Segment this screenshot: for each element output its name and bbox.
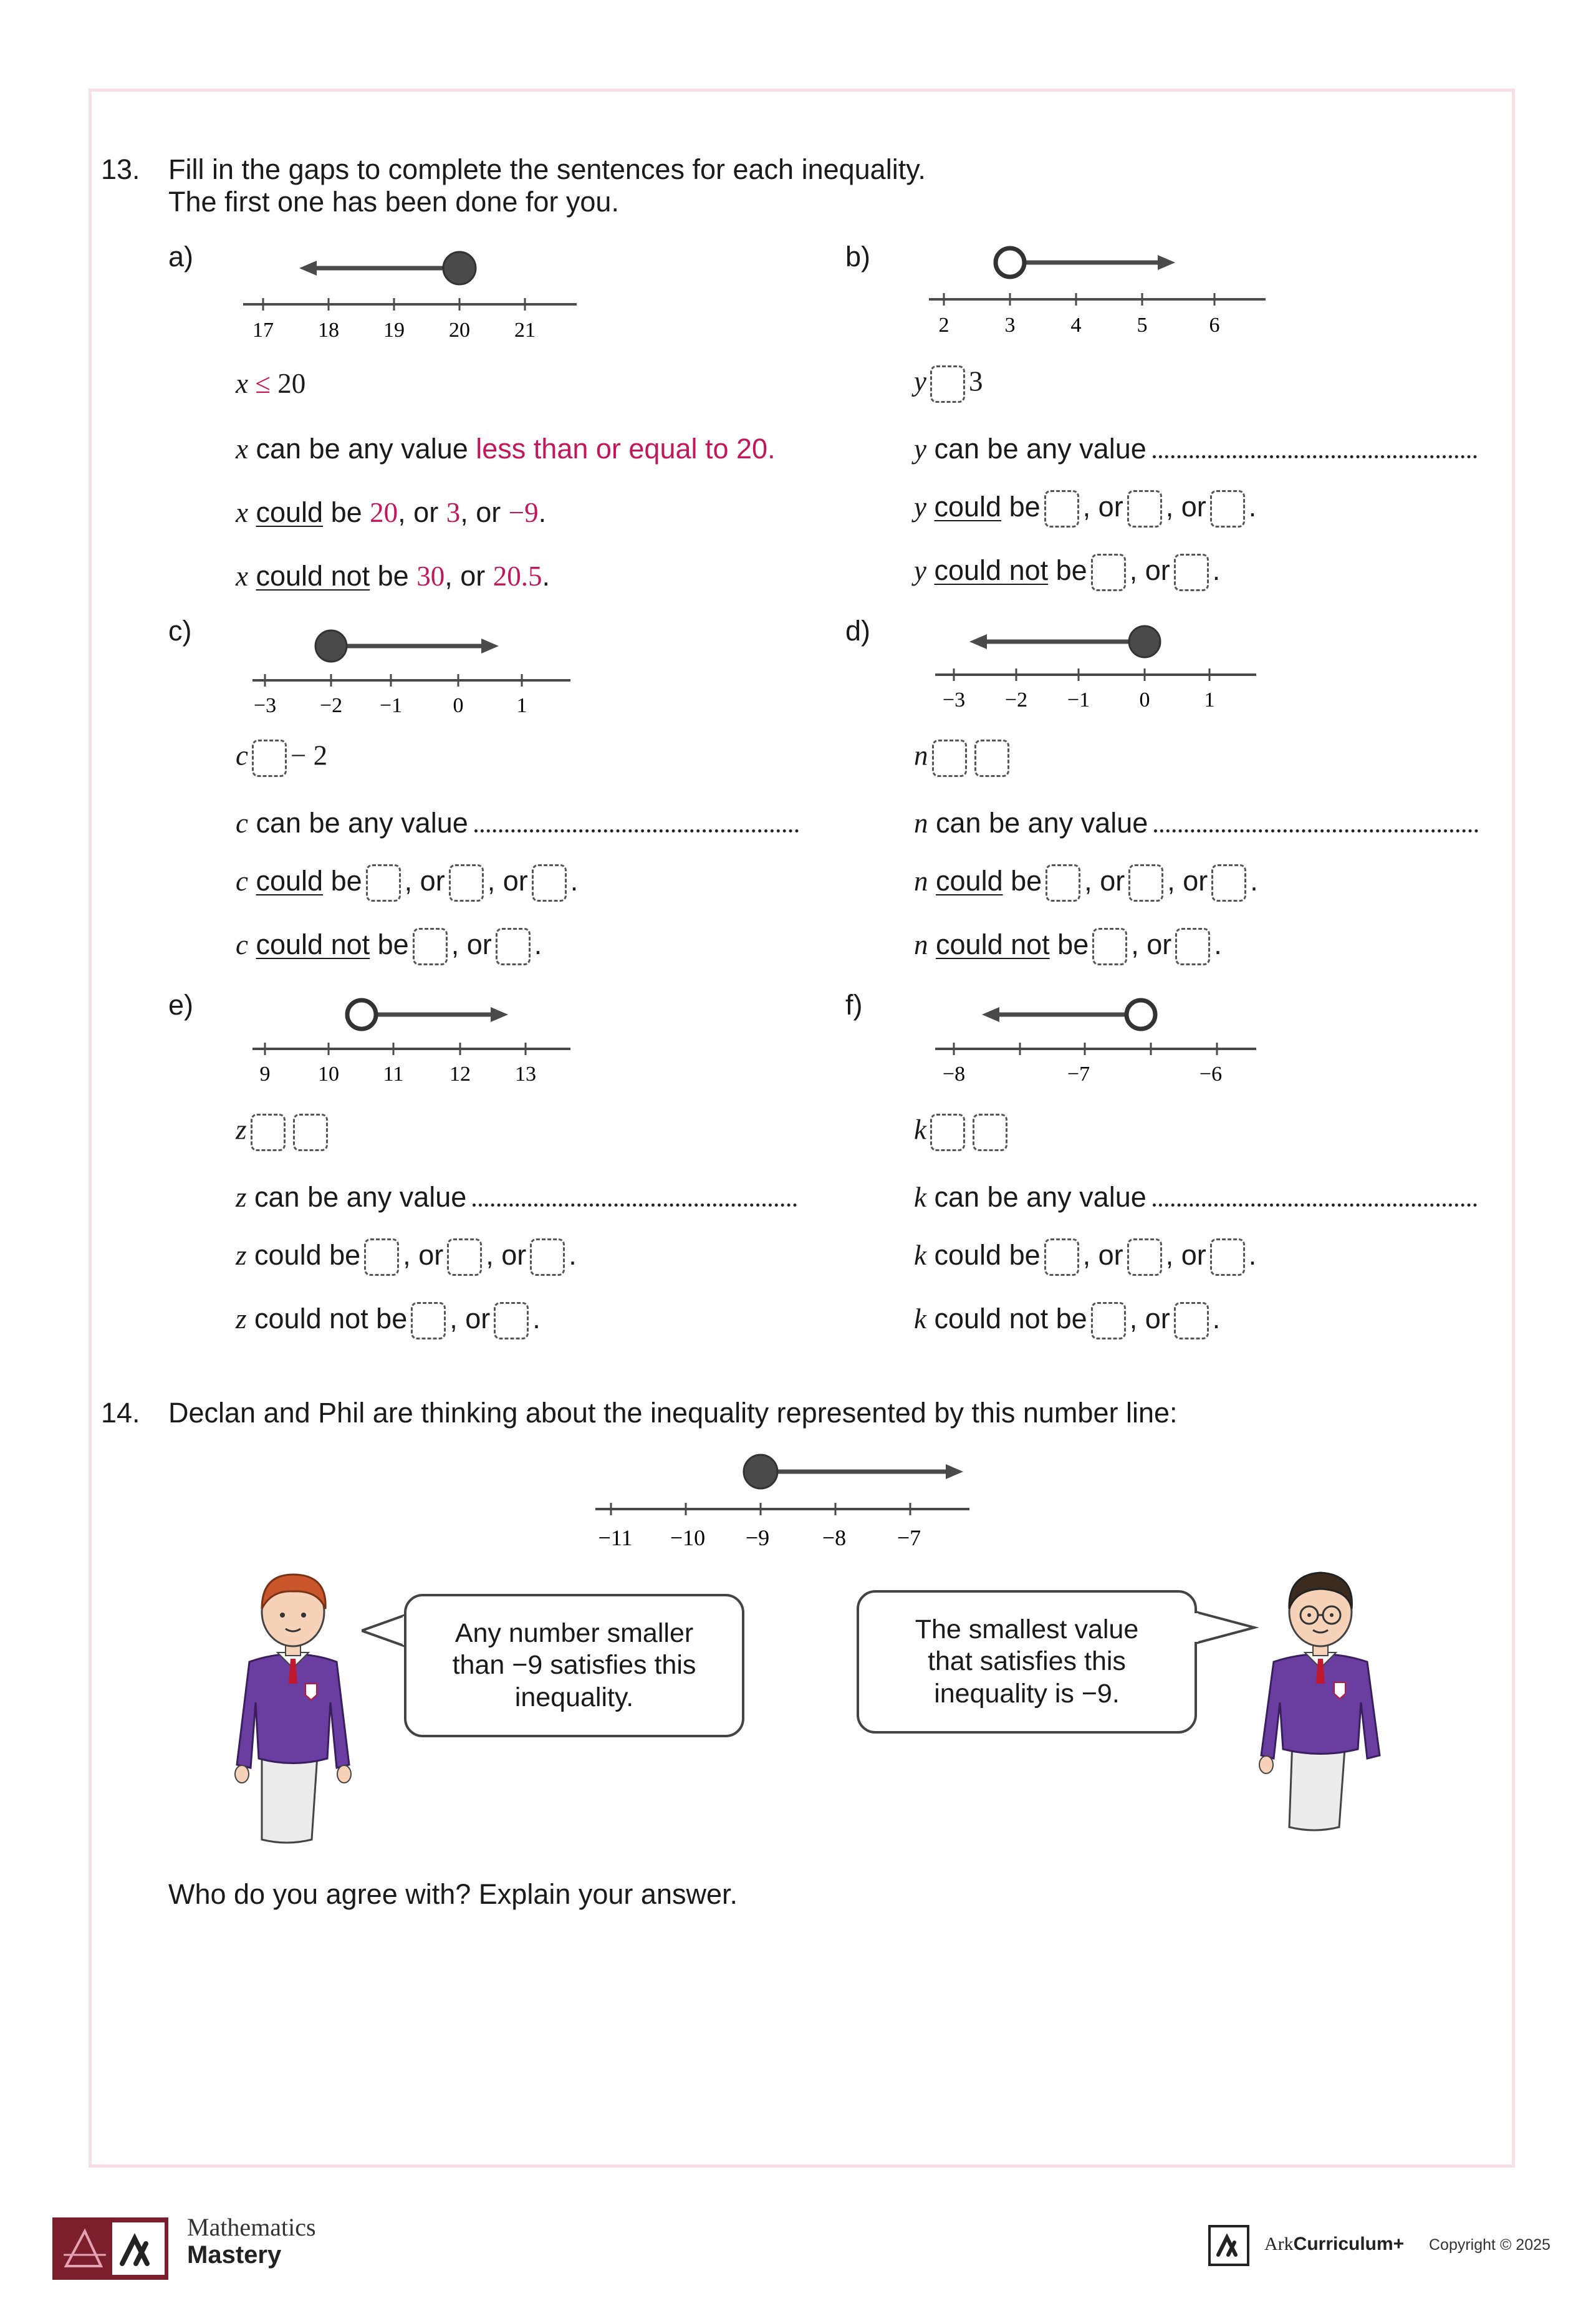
tick-label: 3 — [1004, 314, 1016, 337]
part-e-sentence-3: z could not be , or . — [236, 1302, 541, 1339]
tick-label: −3 — [942, 688, 966, 712]
brand-mathematics: Mathematics — [187, 2213, 316, 2241]
tick-label: 18 — [318, 319, 339, 342]
number-line-e — [246, 991, 583, 1098]
part-e-inequality: z — [236, 1114, 332, 1151]
part-b-label: b) — [845, 241, 871, 273]
brand-mastery: Mastery — [187, 2241, 282, 2269]
tick-label: −8 — [942, 1063, 966, 1086]
answer-box[interactable] — [1127, 1238, 1162, 1276]
part-d-sentence-3: n could not be , or . — [914, 928, 1222, 965]
answer-box[interactable] — [1128, 864, 1163, 902]
part-b-sentence-2: y could be , or , or . — [914, 490, 1256, 528]
tick-label: 1 — [516, 694, 527, 717]
declan-illustration — [224, 1559, 362, 1858]
tick-label: −3 — [253, 694, 277, 717]
answer-line[interactable] — [473, 1185, 797, 1207]
answer-box[interactable] — [293, 1114, 328, 1151]
part-a-inequality: x ≤ 20 — [236, 368, 306, 399]
phil-speech-bubble: The smallest value that satisfies this inequality is −9. — [857, 1590, 1197, 1734]
part-a-sentence-1: x can be any value less than or equal to 20. — [236, 433, 776, 465]
tick-label: 19 — [383, 319, 405, 342]
answer-box[interactable] — [973, 1114, 1007, 1151]
part-c-sentence-2: c could be , or , or . — [236, 864, 578, 902]
phil-illustration — [1246, 1553, 1401, 1840]
number-line-c — [246, 620, 583, 726]
tick-label: −1 — [1067, 688, 1090, 712]
answer-box[interactable] — [1210, 1238, 1245, 1276]
part-a-label: a) — [168, 241, 194, 273]
question-13-instruction-2: The first one has been done for you. — [168, 186, 619, 218]
part-e-label: e) — [168, 989, 194, 1021]
question-13-number: 13. — [101, 153, 140, 185]
answer-box[interactable] — [930, 365, 965, 403]
tick-label: −7 — [897, 1525, 921, 1550]
part-c-sentence-1: c can be any value — [236, 807, 799, 840]
answer-box[interactable] — [930, 1114, 965, 1151]
answer-box[interactable] — [1210, 490, 1245, 528]
part-b-sentence-3: y could not be , or . — [914, 554, 1220, 591]
question-14-text: Declan and Phil are thinking about the inequality represented by this number line: — [168, 1397, 1178, 1429]
answer-box[interactable] — [494, 1302, 529, 1339]
part-f-sentence-2: k could be , or , or . — [914, 1238, 1256, 1276]
answer-line[interactable] — [474, 811, 799, 832]
answer-box[interactable] — [449, 864, 484, 902]
answer-box[interactable] — [1211, 864, 1246, 902]
answer-box[interactable] — [413, 928, 448, 965]
answer-box[interactable] — [1046, 864, 1080, 902]
answer-line[interactable] — [1153, 437, 1477, 458]
part-f-inequality: k — [914, 1114, 1011, 1151]
mastery-logo-icon — [52, 2217, 168, 2280]
answer-box[interactable] — [1127, 490, 1162, 528]
answer-box[interactable] — [252, 740, 287, 777]
answer-box[interactable] — [1174, 1302, 1209, 1339]
tick-label: 6 — [1209, 314, 1220, 337]
answer-box[interactable] — [974, 740, 1009, 777]
part-b-sentence-1: y can be any value — [914, 433, 1477, 466]
tick-label: 12 — [449, 1063, 471, 1086]
tick-label: 13 — [515, 1063, 536, 1086]
tick-label: −2 — [319, 694, 343, 717]
tick-label: −8 — [822, 1525, 847, 1550]
answer-box[interactable] — [1092, 928, 1127, 965]
answer-box[interactable] — [496, 928, 531, 965]
answer-box[interactable] — [364, 1238, 399, 1276]
part-e-sentence-2: z could be , or , or . — [236, 1238, 577, 1276]
part-e-sentence-1: z can be any value — [236, 1181, 797, 1214]
number-line-b — [923, 240, 1272, 346]
tick-label: −1 — [379, 694, 403, 717]
question-13-instruction: Fill in the gaps to complete the sentences for each inequality. — [168, 153, 926, 185]
part-d-sentence-1: n can be any value — [914, 807, 1478, 840]
answer-box[interactable] — [447, 1238, 482, 1276]
part-a-sentence-3: x could not be 30, or 20.5. — [236, 560, 550, 592]
part-a-sentence-2: x could be 20, or 3, or −9. — [236, 496, 547, 528]
answer-box[interactable] — [366, 864, 401, 902]
answer-box[interactable] — [532, 864, 567, 902]
tick-label: 11 — [383, 1063, 404, 1086]
part-b-inequality: y 3 — [914, 365, 983, 403]
number-line-q14 — [586, 1447, 985, 1565]
question-14-prompt: Who do you agree with? Explain your answer. — [168, 1878, 738, 1910]
tick-label: −11 — [598, 1525, 633, 1550]
part-d-sentence-2: n could be , or , or . — [914, 864, 1258, 902]
answer-box[interactable] — [1044, 490, 1079, 528]
part-f-sentence-1: k can be any value — [914, 1181, 1477, 1214]
tick-label: −9 — [745, 1525, 770, 1550]
part-c-label: c) — [168, 615, 192, 647]
answer-box[interactable] — [411, 1302, 446, 1339]
ark-logo-icon — [1208, 2225, 1249, 2266]
part-c-sentence-3: c could not be , or . — [236, 928, 542, 965]
tick-label: 0 — [1139, 688, 1150, 712]
answer-box[interactable] — [1044, 1238, 1079, 1276]
part-d-inequality: n — [914, 740, 1013, 777]
part-d-label: d) — [845, 615, 871, 647]
ark-curriculum-brand: ArkCurriculum+ — [1264, 2234, 1405, 2254]
question-14-number: 14. — [101, 1397, 140, 1429]
answer-line[interactable] — [1153, 1185, 1477, 1207]
tick-label: 2 — [938, 314, 949, 337]
part-c-inequality: c − 2 — [236, 740, 327, 777]
answer-box[interactable] — [530, 1238, 565, 1276]
answer-box[interactable] — [251, 1114, 286, 1151]
answer-box[interactable] — [932, 740, 967, 777]
tick-label: 1 — [1204, 688, 1215, 712]
answer-box[interactable] — [1174, 554, 1209, 591]
copyright-text: Copyright © 2025 — [1429, 2236, 1550, 2254]
tick-label: 20 — [449, 319, 470, 342]
tick-label: −2 — [1004, 688, 1028, 712]
number-line-f — [929, 991, 1266, 1098]
tick-label: 4 — [1070, 314, 1082, 337]
tick-label: −7 — [1067, 1063, 1090, 1086]
tick-label: 17 — [252, 319, 274, 342]
tick-label: 10 — [318, 1063, 339, 1086]
tick-label: −6 — [1199, 1063, 1223, 1086]
tick-label: 5 — [1137, 314, 1148, 337]
answer-box[interactable] — [1091, 554, 1126, 591]
tick-label: 0 — [453, 694, 464, 717]
tick-label: 21 — [514, 319, 536, 342]
number-line-d — [929, 617, 1266, 723]
mathematics-mastery-logo — [52, 2217, 168, 2280]
answer-box[interactable] — [1091, 1302, 1126, 1339]
answer-line[interactable] — [1154, 811, 1478, 832]
tick-label: −10 — [670, 1525, 706, 1550]
tick-label: 9 — [259, 1063, 271, 1086]
answer-box[interactable] — [1175, 928, 1210, 965]
part-f-sentence-3: k could not be , or . — [914, 1302, 1220, 1339]
declan-speech-bubble: Any number smaller than −9 satisfies this inequality. — [404, 1594, 744, 1737]
number-line-a — [237, 243, 586, 349]
part-f-label: f) — [845, 989, 863, 1021]
